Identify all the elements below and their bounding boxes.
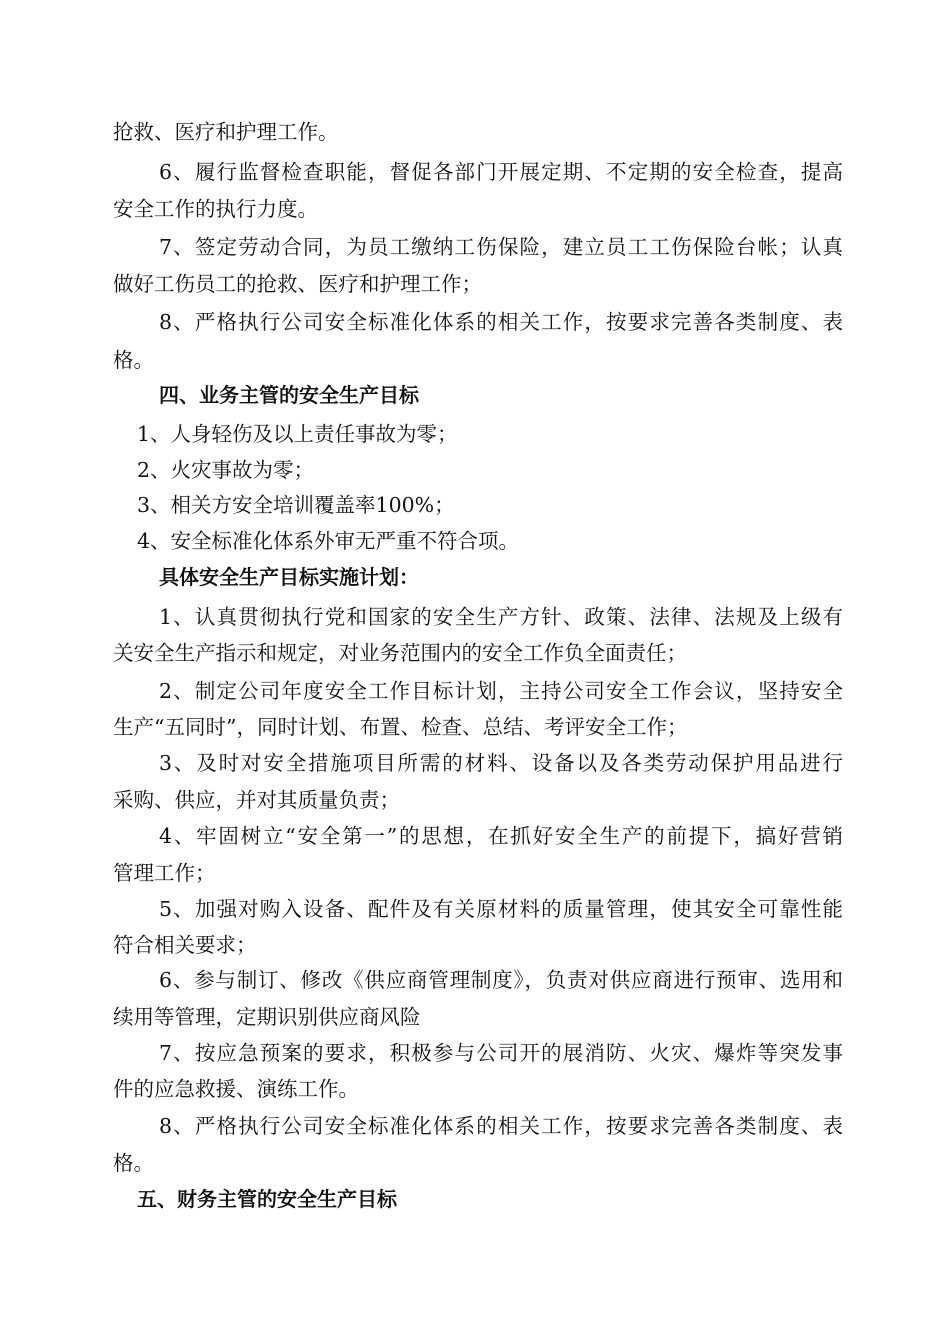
text-line: 生产“五同时”，同时计划、布置、检查、总结、考评安全工作； (113, 715, 688, 739)
text-line: 格。 (113, 348, 154, 372)
text-line: 管理工作； (113, 861, 216, 885)
plan-5-line-1: 5、加强对购入设备、配件及有关原材料的质量管理，使其安全可靠性能 (159, 897, 843, 921)
text-line: 采购、供应，并对其质量负责； (113, 788, 400, 812)
text-line: 做好工伤员工的抢救、医疗和护理工作； (113, 272, 482, 296)
plan-heading: 具体安全生产目标实施计划： (159, 565, 419, 589)
plan-1-line-1: 1、认真贯彻执行党和国家的安全生产方针、政策、法律、法规及上级有 (159, 605, 843, 629)
goal-item-2: 2、火灾事故为零； (137, 458, 315, 482)
plan-7-line-1: 7、按应急预案的要求，积极参与公司开的展消防、火灾、爆炸等突发事 (159, 1041, 843, 1065)
text-line: 安全工作的执行力度。 (113, 197, 318, 221)
text-line: 件的应急救援、演练工作。 (113, 1077, 359, 1101)
paragraph-8-line-1: 8、严格执行公司安全标准化体系的相关工作，按要求完善各类制度、表 (159, 310, 843, 334)
text-line: 格。 (113, 1151, 154, 1175)
paragraph-6-line-1: 6、履行监督检查职能，督促各部门开展定期、不定期的安全检查，提高 (159, 160, 843, 184)
plan-2-line-1: 2、制定公司年度安全工作目标计划，主持公司安全工作会议，坚持安全 (159, 679, 843, 703)
text-line: 关安全生产指示和规定，对业务范围内的安全工作负全面责任； (113, 641, 687, 665)
goal-item-4: 4、安全标准化体系外审无严重不符合项。 (137, 529, 520, 553)
text-line: 符合相关要求； (113, 933, 257, 957)
section-heading-5: 五、财务主管的安全生产目标 (137, 1187, 397, 1211)
plan-4-line-1: 4、牢固树立“安全第一”的思想，在抓好安全生产的前提下，搞好营销 (159, 824, 843, 848)
text-line: 续用等管理，定期识别供应商风险 (113, 1005, 421, 1029)
text-line: 抢救、医疗和护理工作。 (113, 120, 339, 144)
plan-6-line-1: 6、参与制订、修改《供应商管理制度》，负责对供应商进行预审、选用和 (159, 968, 843, 992)
plan-8-line-1: 8、严格执行公司安全标准化体系的相关工作，按要求完善各类制度、表 (159, 1114, 843, 1138)
plan-3-line-1: 3、及时对安全措施项目所需的材料、设备以及各类劳动保护用品进行 (159, 751, 843, 775)
goal-item-3: 3、相关方安全培训覆盖率100%； (137, 493, 455, 517)
section-heading-4: 四、业务主管的安全生产目标 (159, 383, 419, 407)
paragraph-7-line-1: 7、签定劳动合同，为员工缴纳工伤保险，建立员工工伤保险台帐；认真 (159, 235, 843, 259)
goal-item-1: 1、人身轻伤及以上责任事故为零； (137, 422, 458, 446)
